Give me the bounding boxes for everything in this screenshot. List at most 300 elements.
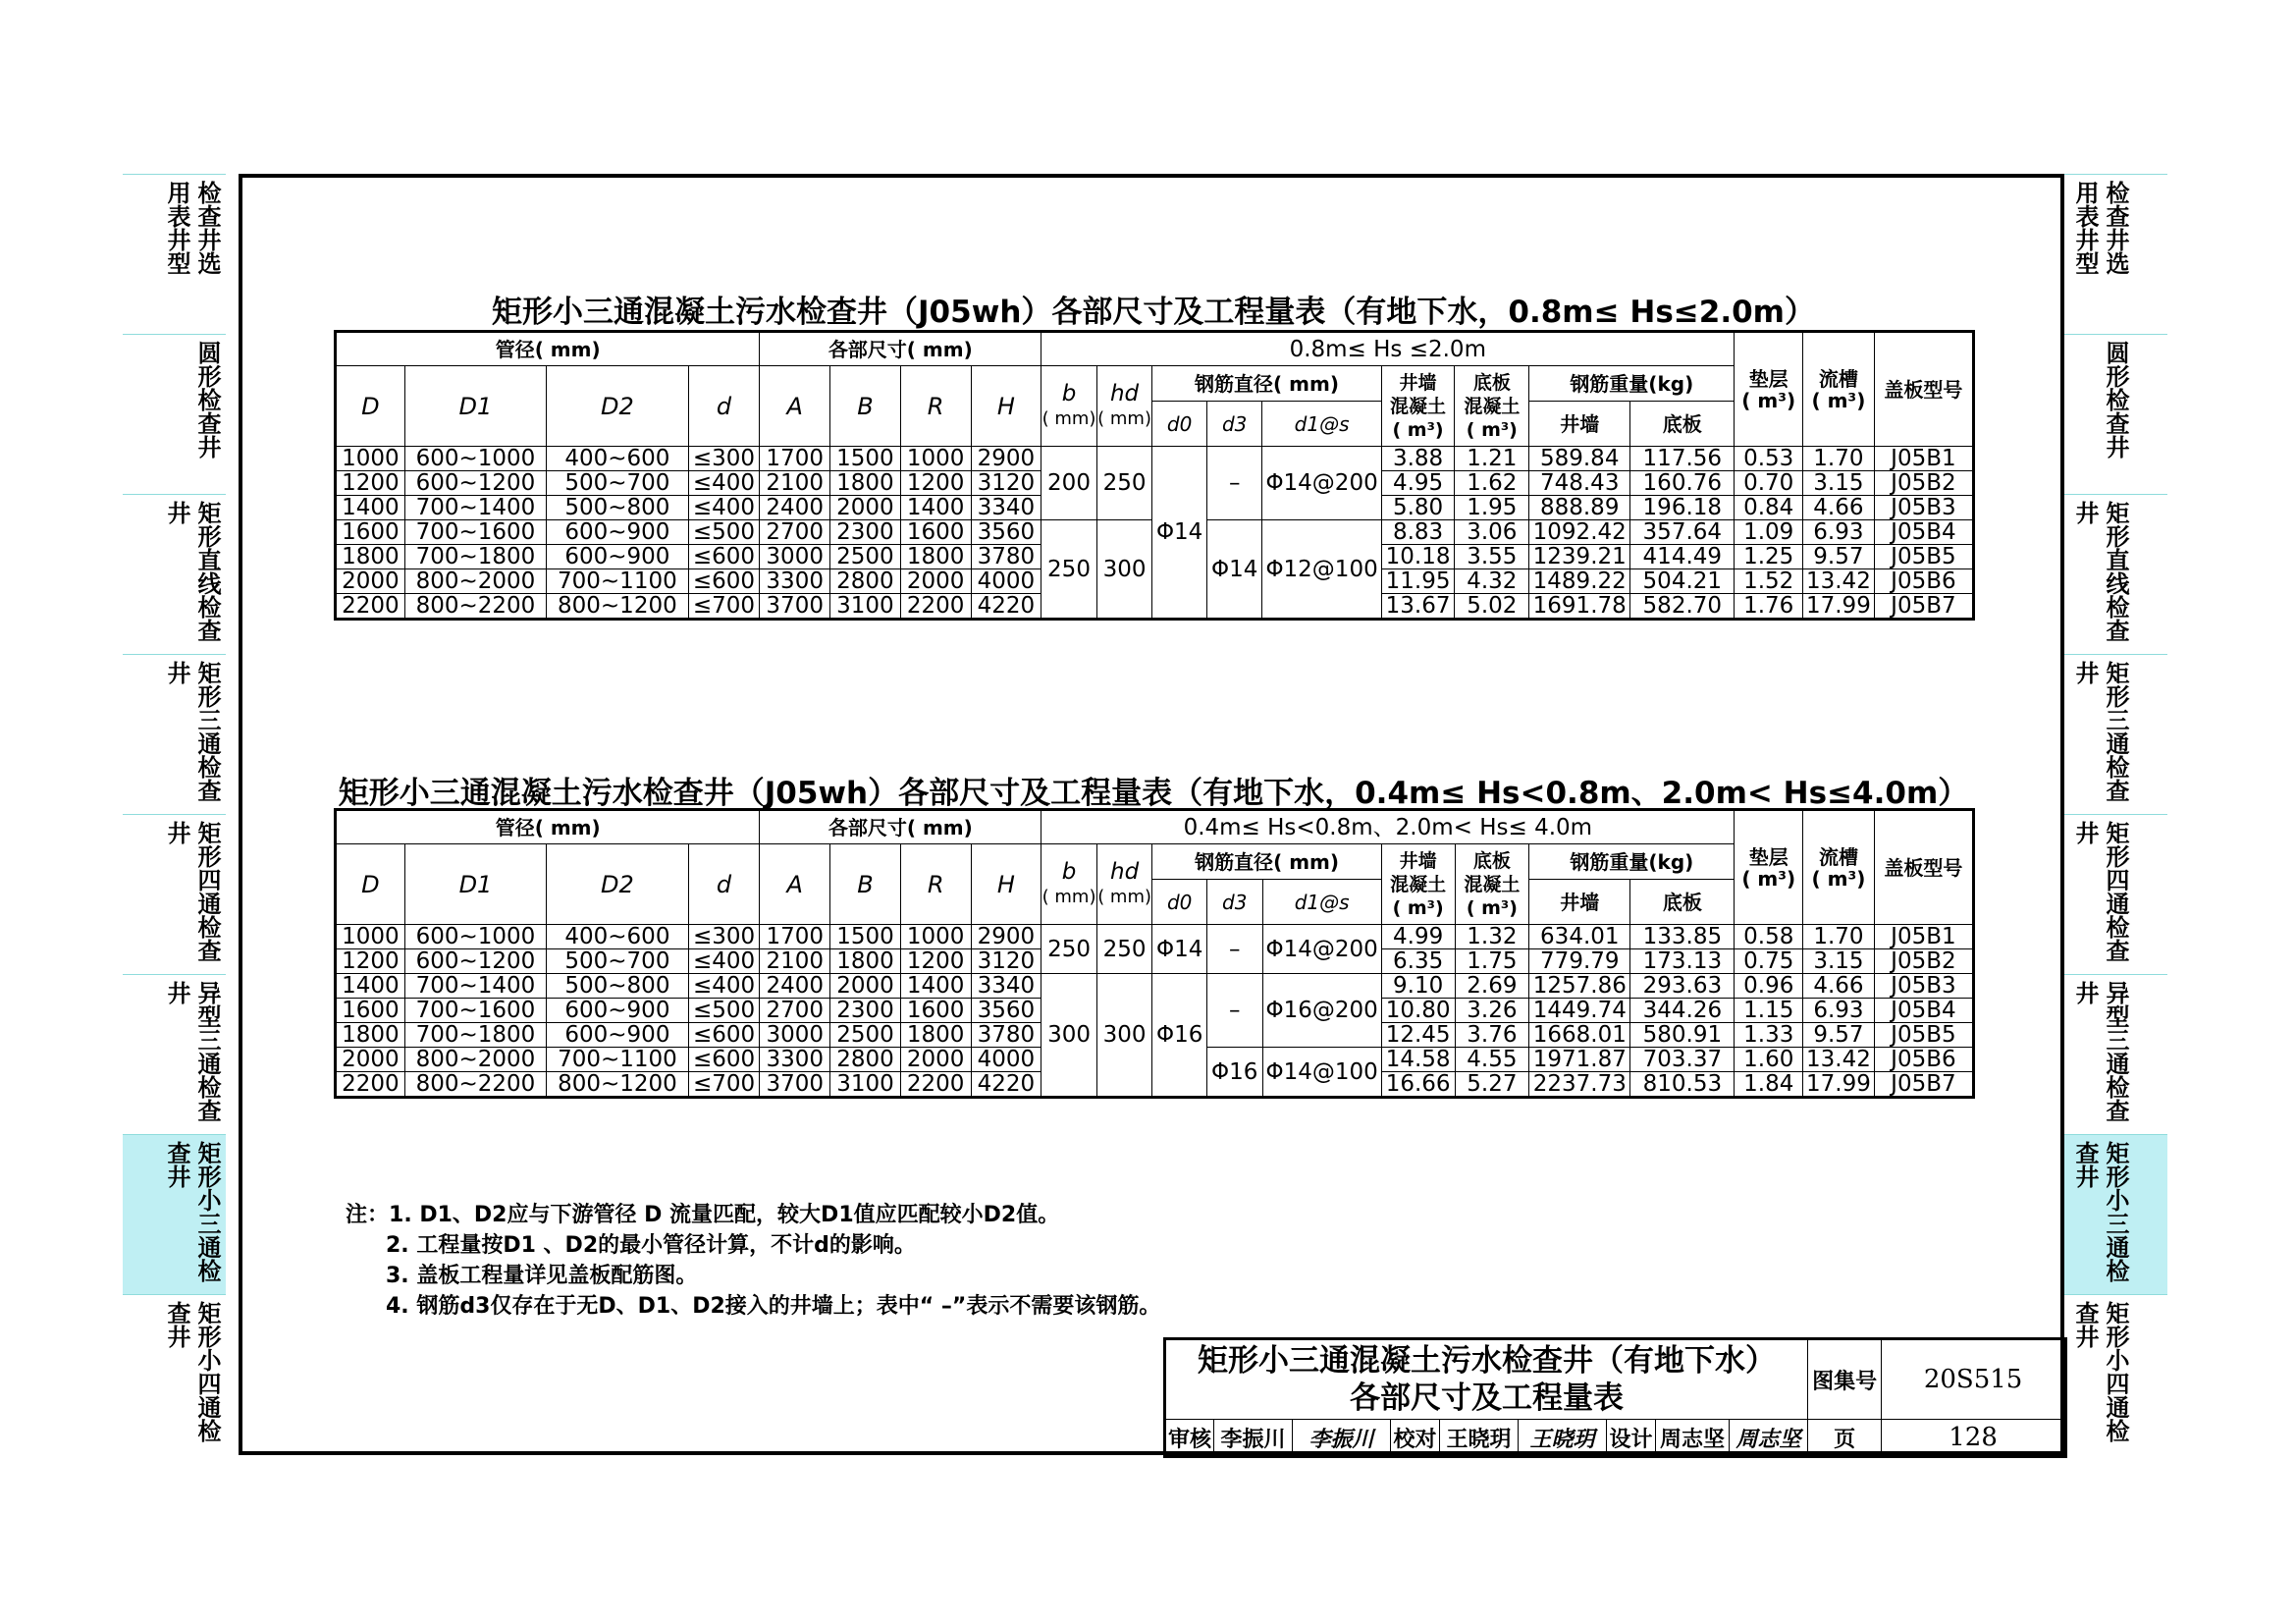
reviewer-signature: 李振川 — [1293, 1420, 1391, 1457]
header-base-conc: 底板 混凝土 ( m³) — [1455, 366, 1529, 447]
table-cell: 888.89 — [1529, 496, 1630, 520]
table-cell: 3000 — [760, 545, 830, 569]
table-cell: 500~800 — [547, 974, 688, 999]
check-label: 校对 — [1391, 1420, 1440, 1457]
table-cell: 1.09 — [1735, 520, 1803, 545]
header-hd: hd ( mm) — [1096, 844, 1152, 925]
table-cell: 1.70 — [1803, 925, 1875, 949]
table-cell: J05B6 — [1874, 1048, 1973, 1072]
checker-signature: 王晓玥 — [1519, 1420, 1607, 1457]
header-channel: 流槽 ( m³) — [1803, 810, 1875, 925]
sidebar-tab[interactable] — [123, 1134, 226, 1294]
table-cell: 3780 — [971, 545, 1041, 569]
table-cell: 3340 — [971, 496, 1041, 520]
table-cell: 3560 — [971, 520, 1041, 545]
table-cell: 12.45 — [1381, 1023, 1455, 1048]
table-cell: 1400 — [336, 974, 405, 999]
sidebar-tab-label: 圆形检查井 — [193, 341, 221, 459]
table-cell: 500~700 — [547, 949, 688, 974]
header-B: B — [830, 366, 901, 447]
merged-d1s: Φ14@100 — [1262, 1048, 1381, 1098]
table-cell: 3300 — [760, 1048, 830, 1072]
table-cell: 2300 — [830, 520, 901, 545]
table-cell: 1.15 — [1735, 999, 1803, 1023]
table-cell: 0.96 — [1735, 974, 1803, 999]
merged-hd: 250 — [1096, 925, 1152, 974]
header-b: b ( mm) — [1041, 844, 1097, 925]
header-d0: d0 — [1152, 880, 1207, 925]
table-cell: 2800 — [830, 569, 901, 594]
table-cell: J05B6 — [1874, 569, 1973, 594]
table-cell: 6.93 — [1803, 999, 1875, 1023]
table-cell: 16.66 — [1381, 1072, 1455, 1098]
table-cell: 1.95 — [1455, 496, 1529, 520]
table-cell: 11.95 — [1381, 569, 1455, 594]
table-cell: 3120 — [971, 471, 1041, 496]
sidebar-tab[interactable] — [123, 974, 226, 1134]
header-base: 底板 — [1630, 880, 1735, 925]
atlas-label: 图集号 — [1808, 1339, 1882, 1420]
table-cell: 0.58 — [1735, 925, 1803, 949]
header-d: d — [688, 366, 760, 447]
header-wall-conc: 井墙 混凝土 ( m³) — [1381, 366, 1455, 447]
header-D1: D1 — [404, 844, 546, 925]
table-cell: 800~2200 — [404, 594, 546, 620]
sidebar-tab-label: 异型三通检查井 — [2071, 981, 2129, 1122]
sidebar-tab[interactable] — [2064, 494, 2167, 654]
table-cell: 3.06 — [1455, 520, 1529, 545]
table-cell: 4.99 — [1381, 925, 1455, 949]
table-cell: 6.35 — [1381, 949, 1455, 974]
table-cell: ≤700 — [688, 1072, 760, 1098]
title-block — [1163, 1337, 2067, 1458]
table-cell: ≤600 — [688, 545, 760, 569]
table-cell: 1000 — [900, 925, 971, 949]
table-cell: ≤500 — [688, 999, 760, 1023]
table-cell: 13.42 — [1803, 1048, 1875, 1072]
sidebar-tab[interactable] — [2064, 1294, 2167, 1455]
table-cell: 1600 — [900, 999, 971, 1023]
table-cell: 160.76 — [1630, 471, 1735, 496]
table-cell: 10.18 — [1381, 545, 1455, 569]
sidebar-tab-label: 异型三通检查井 — [163, 981, 221, 1122]
header-hd: hd ( mm) — [1096, 366, 1152, 447]
table-cell: 1.84 — [1735, 1072, 1803, 1098]
table-cell: 700~1400 — [404, 974, 546, 999]
table-cell: 14.58 — [1381, 1048, 1455, 1072]
sidebar-tab-label: 矩形小四通检查井 — [2071, 1301, 2129, 1442]
table-cell: 600~1200 — [404, 949, 546, 974]
sidebar-tab-label: 圆形检查井 — [2102, 341, 2129, 459]
table-cell: 3560 — [971, 999, 1041, 1023]
page-label: 页 — [1808, 1420, 1882, 1457]
merged-b: 250 — [1041, 520, 1097, 620]
header-cover: 盖板型号 — [1874, 332, 1973, 447]
table-cell: 1400 — [900, 496, 971, 520]
header-d3: d3 — [1206, 880, 1262, 925]
table-cell: 196.18 — [1630, 496, 1735, 520]
table-cell: 1000 — [900, 447, 971, 471]
table-cell: 800~2000 — [404, 1048, 546, 1072]
table-cell: 1239.21 — [1529, 545, 1630, 569]
merged-d1s: Φ14@200 — [1262, 925, 1381, 974]
table-cell: 4000 — [971, 1048, 1041, 1072]
table-cell: 1700 — [760, 925, 830, 949]
table-cell: 1971.87 — [1529, 1048, 1630, 1072]
table-cell: 2100 — [760, 471, 830, 496]
table-cell: ≤300 — [688, 447, 760, 471]
table-cell: 2000 — [336, 569, 405, 594]
quantity-table-2 — [334, 808, 1975, 1099]
table-cell: 2100 — [760, 949, 830, 974]
table-cell: 3300 — [760, 569, 830, 594]
table-cell: 3.15 — [1803, 471, 1875, 496]
merged-d3: – — [1206, 974, 1262, 1048]
header-range: 0.4m≤ Hs<0.8m、2.0m< Hs≤ 4.0m — [1041, 810, 1735, 844]
note-4: 4. 钢筋d3仅存在于无D、D1、D2接入的井墙上；表中“ –”表示不需要该钢筋。 — [386, 1294, 1161, 1319]
table-cell: 1600 — [336, 999, 405, 1023]
table-cell: 1.33 — [1735, 1023, 1803, 1048]
header-R: R — [900, 844, 971, 925]
merged-d3: Φ14 — [1206, 520, 1262, 620]
table-cell: 3120 — [971, 949, 1041, 974]
header-dims: 各部尺寸( mm) — [760, 810, 1041, 844]
header-pipe: 管径( mm) — [336, 810, 760, 844]
table-cell: 1200 — [336, 949, 405, 974]
header-cushion: 垫层 ( m³) — [1735, 810, 1803, 925]
table-cell: 1.62 — [1455, 471, 1529, 496]
table-cell: ≤500 — [688, 520, 760, 545]
header-rebar-dia: 钢筋直径( mm) — [1152, 844, 1381, 880]
header-pipe: 管径( mm) — [336, 332, 760, 366]
table-cell: 13.67 — [1381, 594, 1455, 620]
merged-d3: – — [1206, 925, 1262, 974]
merged-d0: Φ14 — [1152, 925, 1207, 974]
table-cell: 1691.78 — [1529, 594, 1630, 620]
table-cell: 1500 — [830, 925, 901, 949]
table-cell: 2400 — [760, 496, 830, 520]
header-cushion: 垫层 ( m³) — [1735, 332, 1803, 447]
atlas-number: 20S515 — [1882, 1339, 2066, 1420]
sidebar-tab-label: 矩形三通检查井 — [2071, 661, 2129, 802]
header-base: 底板 — [1630, 402, 1735, 447]
table-cell: J05B3 — [1874, 974, 1973, 999]
page-number: 128 — [1882, 1420, 2066, 1457]
table-cell: 0.75 — [1735, 949, 1803, 974]
merged-d0: Φ16 — [1152, 974, 1207, 1098]
header-b: b ( mm) — [1041, 366, 1097, 447]
table-cell: 2900 — [971, 925, 1041, 949]
merged-b: 250 — [1041, 925, 1097, 974]
header-wall: 井墙 — [1529, 402, 1630, 447]
table-cell: 3780 — [971, 1023, 1041, 1048]
table-cell: 3100 — [830, 594, 901, 620]
note-3: 3. 盖板工程量详见盖板配筋图。 — [386, 1264, 698, 1288]
sidebar-tab[interactable] — [2064, 654, 2167, 814]
sidebar-tab[interactable] — [2064, 174, 2167, 280]
note-1: 1. D1、D2应与下游管径 D 流量匹配，较大D1值应匹配较小D2值。 — [389, 1203, 1060, 1227]
table-cell: 173.13 — [1630, 949, 1735, 974]
merged-d1s: Φ14@200 — [1262, 447, 1381, 520]
table-cell: J05B1 — [1874, 925, 1973, 949]
sidebar-tab-label: 检查井选用表井型 — [2071, 181, 2129, 275]
table-cell: ≤600 — [688, 1048, 760, 1072]
header-d3: d3 — [1206, 402, 1262, 447]
table-cell: 1500 — [830, 447, 901, 471]
table-cell: 9.57 — [1803, 545, 1875, 569]
table-cell: 700~1800 — [404, 1023, 546, 1048]
table-cell: ≤600 — [688, 1023, 760, 1048]
table-cell: 2000 — [900, 569, 971, 594]
table-cell: 2200 — [336, 594, 405, 620]
table-cell: 1800 — [900, 1023, 971, 1048]
table-cell: 700~1600 — [404, 520, 546, 545]
sidebar-tab-label: 矩形四通检查井 — [2071, 821, 2129, 962]
table-cell: 1.76 — [1735, 594, 1803, 620]
table-cell: 4220 — [971, 594, 1041, 620]
header-rebar-weight: 钢筋重量(kg) — [1529, 366, 1735, 402]
table-cell: 600~900 — [547, 520, 688, 545]
table-cell: 4.95 — [1381, 471, 1455, 496]
table-cell: 2000 — [830, 974, 901, 999]
table-cell: 133.85 — [1630, 925, 1735, 949]
table-cell: ≤700 — [688, 594, 760, 620]
table-cell: 504.21 — [1630, 569, 1735, 594]
table-cell: 2700 — [760, 520, 830, 545]
table-cell: ≤400 — [688, 974, 760, 999]
table-cell: 9.57 — [1803, 1023, 1875, 1048]
merged-d1s: Φ16@200 — [1262, 974, 1381, 1048]
table-cell: 700~1600 — [404, 999, 546, 1023]
table-cell: 2500 — [830, 545, 901, 569]
table-cell: 2700 — [760, 999, 830, 1023]
table-cell: 1800 — [900, 545, 971, 569]
table-cell: 1800 — [830, 471, 901, 496]
table-cell: J05B7 — [1874, 1072, 1973, 1098]
sidebar-tab-label: 矩形三通检查井 — [163, 661, 221, 802]
table-cell: 117.56 — [1630, 447, 1735, 471]
header-wall-conc: 井墙 混凝土 ( m³) — [1381, 844, 1455, 925]
table-cell: 2200 — [336, 1072, 405, 1098]
merged-hd: 250 — [1096, 447, 1152, 520]
merged-d3: – — [1206, 447, 1262, 520]
title-block-title: 矩形小三通混凝土污水检查井（有地下水） 各部尺寸及工程量表 — [1165, 1339, 1808, 1420]
table-cell: 700~1100 — [547, 569, 688, 594]
table-cell: J05B1 — [1874, 447, 1973, 471]
sidebar-tab-label: 矩形直线检查井 — [163, 501, 221, 642]
table-cell: 1668.01 — [1529, 1023, 1630, 1048]
table-cell: 1800 — [336, 545, 405, 569]
header-D2: D2 — [547, 366, 688, 447]
table-cell: J05B4 — [1874, 999, 1973, 1023]
table-cell: 5.02 — [1455, 594, 1529, 620]
table-cell: 2000 — [336, 1048, 405, 1072]
table-cell: 1600 — [900, 520, 971, 545]
table-cell: 600~1000 — [404, 447, 546, 471]
header-d0: d0 — [1152, 402, 1207, 447]
table-cell: 9.10 — [1381, 974, 1455, 999]
table-cell: 1400 — [900, 974, 971, 999]
sidebar-tab[interactable] — [123, 334, 226, 494]
table-cell: 414.49 — [1630, 545, 1735, 569]
table-cell: 3.88 — [1381, 447, 1455, 471]
table-cell: 500~800 — [547, 496, 688, 520]
table-cell: 8.83 — [1381, 520, 1455, 545]
table-cell: 1700 — [760, 447, 830, 471]
merged-d0: Φ14 — [1152, 447, 1207, 620]
table-cell: 1800 — [336, 1023, 405, 1048]
table-cell: 1489.22 — [1529, 569, 1630, 594]
table-cell: 1.75 — [1455, 949, 1529, 974]
table-cell: 3700 — [760, 1072, 830, 1098]
header-D2: D2 — [547, 844, 688, 925]
table-cell: 810.53 — [1630, 1072, 1735, 1098]
table-cell: 700~1400 — [404, 496, 546, 520]
table-cell: 2200 — [900, 1072, 971, 1098]
table-cell: 779.79 — [1529, 949, 1630, 974]
table-cell: J05B2 — [1874, 949, 1973, 974]
table-cell: 17.99 — [1803, 594, 1875, 620]
sidebar-tab[interactable] — [123, 814, 226, 974]
table-cell: 600~1000 — [404, 925, 546, 949]
table-cell: 634.01 — [1529, 925, 1630, 949]
sidebar-tab[interactable] — [2064, 814, 2167, 974]
table-cell: 2300 — [830, 999, 901, 1023]
table-cell: 0.53 — [1735, 447, 1803, 471]
table-cell: ≤400 — [688, 471, 760, 496]
table-cell: 4220 — [971, 1072, 1041, 1098]
designer-name: 周志坚 — [1656, 1420, 1730, 1457]
table2-title: 矩形小三通混凝土污水检查井（J05wh）各部尺寸及工程量表（有地下水，0.4m≤ Hs<0.8m、2.0m< Hs≤4.0m） — [338, 776, 1969, 811]
table-cell: 4.66 — [1803, 496, 1875, 520]
merged-d1s: Φ12@100 — [1262, 520, 1381, 620]
sidebar-tab-label: 矩形小四通检查井 — [163, 1301, 221, 1442]
header-base-conc: 底板 混凝土 ( m³) — [1455, 844, 1529, 925]
table-cell: 582.70 — [1630, 594, 1735, 620]
reviewer-name: 李振川 — [1214, 1420, 1293, 1457]
sidebar-tab-label: 矩形直线检查井 — [2071, 501, 2129, 642]
table-cell: J05B5 — [1874, 545, 1973, 569]
table-cell: 1.25 — [1735, 545, 1803, 569]
table-cell: 1000 — [336, 447, 405, 471]
table-cell: 4.32 — [1455, 569, 1529, 594]
table-cell: 2237.73 — [1529, 1072, 1630, 1098]
table-cell: 2900 — [971, 447, 1041, 471]
sidebar-tab[interactable] — [2064, 974, 2167, 1134]
table-cell: 1449.74 — [1529, 999, 1630, 1023]
table-cell: ≤600 — [688, 569, 760, 594]
table-cell: 1200 — [336, 471, 405, 496]
header-D1: D1 — [404, 366, 546, 447]
header-wall: 井墙 — [1529, 880, 1630, 925]
notes-prefix: 注： — [346, 1203, 390, 1227]
sidebar-tab[interactable] — [2064, 334, 2167, 494]
sidebar-tab[interactable] — [123, 174, 226, 280]
table-cell: 600~900 — [547, 545, 688, 569]
table-cell: 1400 — [336, 496, 405, 520]
header-H: H — [971, 366, 1041, 447]
table-row — [336, 974, 1974, 999]
table-cell: J05B3 — [1874, 496, 1973, 520]
header-D: D — [336, 844, 405, 925]
table-cell: 3.55 — [1455, 545, 1529, 569]
header-cover: 盖板型号 — [1874, 810, 1973, 925]
sidebar-tab[interactable] — [123, 1294, 226, 1455]
merged-b: 300 — [1041, 974, 1097, 1098]
table-cell: 500~700 — [547, 471, 688, 496]
table-cell: 800~2200 — [404, 1072, 546, 1098]
sidebar-tab[interactable] — [123, 654, 226, 814]
table-cell: 2500 — [830, 1023, 901, 1048]
header-d1s: d1@s — [1262, 880, 1381, 925]
table-cell: ≤300 — [688, 925, 760, 949]
table-cell: 3100 — [830, 1072, 901, 1098]
table-cell: 1092.42 — [1529, 520, 1630, 545]
checker-name: 王晓玥 — [1440, 1420, 1519, 1457]
table-cell: 703.37 — [1630, 1048, 1735, 1072]
header-range: 0.8m≤ Hs ≤2.0m — [1041, 332, 1735, 366]
header-rebar-dia: 钢筋直径( mm) — [1152, 366, 1381, 402]
table-cell: 600~900 — [547, 999, 688, 1023]
merged-d3: Φ16 — [1206, 1048, 1262, 1098]
table-cell: 0.84 — [1735, 496, 1803, 520]
table-cell: 3700 — [760, 594, 830, 620]
table-cell: 1000 — [336, 925, 405, 949]
table-row — [336, 447, 1974, 471]
table-cell: 1200 — [900, 949, 971, 974]
sidebar-tab-label: 矩形小三通检查井 — [2071, 1141, 2129, 1282]
merged-hd: 300 — [1096, 520, 1152, 620]
review-label: 审核 — [1165, 1420, 1214, 1457]
table-cell: 400~600 — [547, 925, 688, 949]
table-cell: 293.63 — [1630, 974, 1735, 999]
table-cell: 800~2000 — [404, 569, 546, 594]
table-cell: 2400 — [760, 974, 830, 999]
table-cell: 3000 — [760, 1023, 830, 1048]
designer-signature: 周志坚 — [1730, 1420, 1808, 1457]
table-cell: 600~900 — [547, 1023, 688, 1048]
table-cell: 2000 — [900, 1048, 971, 1072]
table-cell: 17.99 — [1803, 1072, 1875, 1098]
table-cell: 357.64 — [1630, 520, 1735, 545]
header-dims: 各部尺寸( mm) — [760, 332, 1041, 366]
table-cell: 10.80 — [1381, 999, 1455, 1023]
header-A: A — [760, 366, 830, 447]
table-cell: ≤400 — [688, 949, 760, 974]
table-cell: 4000 — [971, 569, 1041, 594]
sidebar-tab[interactable] — [2064, 1134, 2167, 1294]
table-cell: 4.66 — [1803, 974, 1875, 999]
sidebar-tab-label: 矩形小三通检查井 — [163, 1141, 221, 1282]
table-cell: 580.91 — [1630, 1023, 1735, 1048]
table-cell: ≤400 — [688, 496, 760, 520]
table-cell: 2200 — [900, 594, 971, 620]
note-2: 2. 工程量按D1 、D2的最小管径计算，不计d的影响。 — [386, 1233, 916, 1258]
table-cell: 4.55 — [1455, 1048, 1529, 1072]
merged-hd: 300 — [1096, 974, 1152, 1098]
table-cell: 2.69 — [1455, 974, 1529, 999]
table-cell: 1.52 — [1735, 569, 1803, 594]
table-cell: 700~1100 — [547, 1048, 688, 1072]
header-d1s: d1@s — [1262, 402, 1381, 447]
table-cell: 13.42 — [1803, 569, 1875, 594]
table-cell: 3340 — [971, 974, 1041, 999]
table-cell: 0.70 — [1735, 471, 1803, 496]
table-cell: J05B2 — [1874, 471, 1973, 496]
table-cell: 600~1200 — [404, 471, 546, 496]
table-cell: 5.80 — [1381, 496, 1455, 520]
sidebar-tab[interactable] — [123, 494, 226, 654]
